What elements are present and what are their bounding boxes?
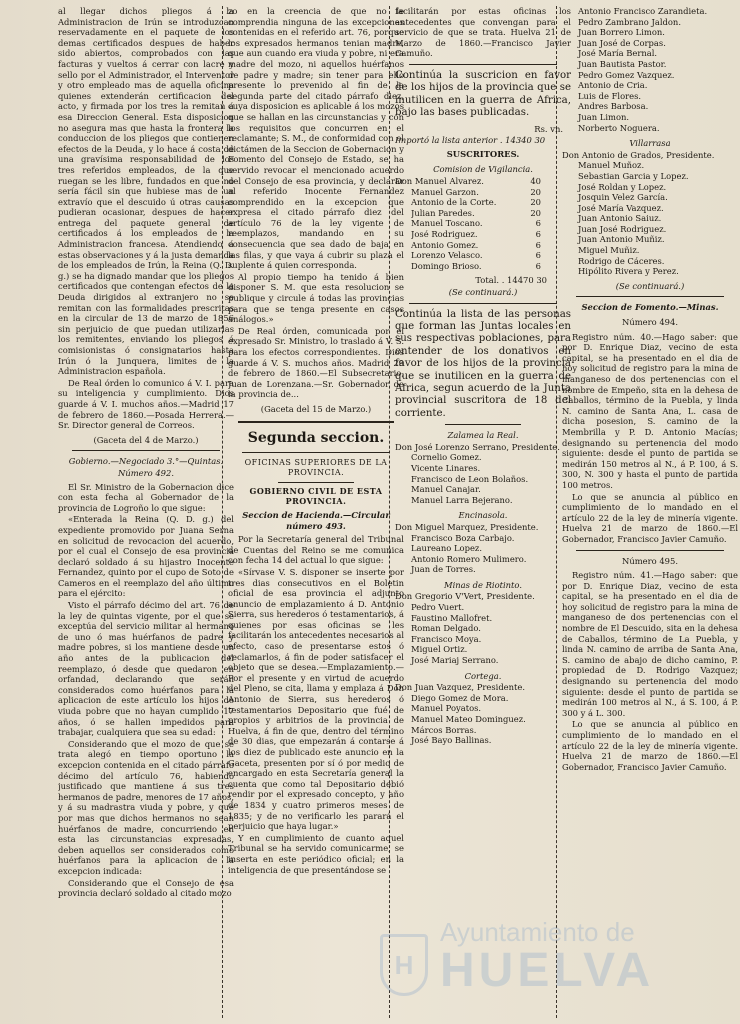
list-item: Juan de Torres. bbox=[411, 564, 476, 575]
paragraph: El Sr. Ministro de la Gobernacion dice con esta fecha al Gobernador de la provincia de Logroño lo que sigue: bbox=[58, 481, 234, 513]
donor-amount: 20 bbox=[530, 207, 541, 218]
list-item: Don Miguel Marquez, Presidente. bbox=[395, 521, 539, 532]
list-item: Miguel Ortiz. bbox=[411, 644, 468, 655]
name-list bbox=[395, 682, 571, 746]
donor-amount: 6 bbox=[535, 250, 541, 261]
gaceta-reference: (Gaceta del 4 de Marzo.) bbox=[93, 434, 199, 445]
list-item: José María Vazquez. bbox=[578, 202, 664, 213]
donor-amount: 20 bbox=[530, 186, 541, 197]
town-heading: Cortega. bbox=[464, 670, 502, 681]
donor-amount: 20 bbox=[530, 197, 541, 208]
donor-row bbox=[395, 187, 571, 198]
paragraph: Considerando que el Consejo de esa provincia declaró soldado al citado mozo bbox=[58, 877, 234, 899]
list-item: Luis de Flores. bbox=[578, 90, 642, 101]
donor-name: Don Manuel Alvarez. bbox=[395, 175, 484, 186]
list-item: Diego Gomez de Mora. bbox=[411, 692, 509, 703]
paragraph: Visto el párrafo décimo del art. 76 de la ley de quintas vigente, por el que se exceptúa del servicio militar al hermano de uno ó mas huérfanos de padre y madre pobres, si los mantiene desde un año antes de la publicacion del reemplazo, ó desde que quedaron en orfandad, declarando que serán considerados como huérfanos para la aplicacion de este artículo los hijos de viuda pobre que no hayan cumplido 17 años, ó se hallen impedidos para trabajar, cualquiera que sea su edad: bbox=[58, 600, 234, 738]
list-item: Juan Bautista Pastor. bbox=[578, 58, 667, 69]
column-4 bbox=[562, 6, 738, 1022]
list-item: Don Juan Vazquez, Presidente. bbox=[395, 682, 526, 693]
subscribers-heading: SUSCRITORES. bbox=[446, 148, 520, 159]
list-item: Juan Limon. bbox=[578, 111, 630, 122]
list-item: Francisco Moya. bbox=[411, 633, 482, 644]
watermark-line-2: HUELVA bbox=[440, 944, 655, 997]
section-heading: Gobierno.—Negociado 3.°—Quintas. bbox=[68, 456, 224, 467]
paragraph: De Real órden lo comunico á V. I. para su inteligencia y cumplimiento. Dios guarde á V. I. muchos años.—Madrid 17 de febrero de 1860.—Posada Herrera.—Sr. Director general de Correos. bbox=[58, 377, 234, 431]
donor-row bbox=[395, 176, 571, 187]
junta-notice: Continúa la lista de las personas que forman las Juntas locales en sus respectivas poblaciones, para entender de los donativos en favor de los hijos de la provincia que se inutilicen en la guerra de Africa, segun acuerdo de la Junta provincial suscritora de 18 del corriente. bbox=[395, 308, 571, 419]
divider bbox=[278, 482, 354, 483]
list-item: Hipólito Rivera y Perez. bbox=[578, 266, 679, 277]
donor-name: Antonio de la Corte. bbox=[411, 197, 497, 208]
donor-row bbox=[395, 240, 571, 251]
list-item: Sebastian Garcia y Lopez. bbox=[578, 170, 689, 181]
list-item: Roman Delgado. bbox=[411, 623, 481, 634]
paragraph: Al propio tiempo ha tenido á bien disponer S. M. que esta resolucion se publique y circule á todas las provincias para que se tenga presente en casos análogos.» bbox=[228, 271, 404, 325]
donor-row bbox=[395, 218, 571, 229]
list-item: Francisco Boza Carbajo. bbox=[411, 532, 515, 543]
divider bbox=[576, 550, 724, 551]
list-item: Faustino Mallofret. bbox=[411, 612, 493, 623]
name-list bbox=[395, 442, 571, 506]
column-1 bbox=[58, 6, 234, 1022]
paragraph: Registro núm. 40.—Hago saber: que por D. Enrique Diaz, vecino de esta capital, se ha presentado en el dia de hoy solicitud de registro para la mina de manganeso de dos pertenencias con el nombre de Empeño, sita en la dehesa de Caballos, término de la Puebla, y linda N. camino de Santa Ana, L. casa de dicha posesion, S. camino de la Membrilla y P. D. Antonio Macías; designando su pertenencia del modo siguiente: desde el punto de partida se medirán 150 metros al N., á P. 100, á S. 300, N. 300 y hasta el punto de partida 100 metros. bbox=[562, 331, 738, 490]
column-3 bbox=[395, 6, 571, 1022]
commission-heading: Comision de Vigilancia. bbox=[433, 164, 533, 175]
list-item: Don Antonio de Grados, Presidente. bbox=[562, 149, 715, 160]
list-item: Manuel Canajar. bbox=[411, 484, 481, 495]
list-item: Antonio Romero Mulimero. bbox=[411, 553, 527, 564]
list-item: Norberto Noguera. bbox=[578, 122, 660, 133]
list-item: Francisco de Leon Bolaños. bbox=[411, 473, 529, 484]
paragraph: facilitarán por estas oficinas los antecedentes que convengan para el servicio de que se trata. Huelva 21 de Marzo de 1860.—Francisco Javier Camuño. bbox=[395, 6, 571, 59]
list-item: Antonio Francisco Zarandieta. bbox=[578, 6, 708, 16]
donor-row bbox=[395, 250, 571, 261]
list-item: Juan Antonio Saiuz. bbox=[578, 213, 662, 224]
continued-note: (Se continuará.) bbox=[615, 280, 685, 291]
list-item: José Mariaj Serrano. bbox=[411, 655, 499, 666]
currency-label: Rs. vn. bbox=[534, 123, 563, 134]
list-item: Juan José Rodriguez. bbox=[578, 223, 667, 234]
divider bbox=[409, 303, 557, 304]
name-list bbox=[395, 591, 571, 665]
offices-heading: OFICINAS SUPERIORES DE LA PROVINCIA. bbox=[244, 457, 388, 478]
donor-name: Antonio Gomez. bbox=[411, 239, 479, 250]
name-list bbox=[562, 150, 738, 277]
paragraph: Y en cumplimiento de cuanto aquel Tribunal se ha servido comunicarme, se inserta en este periódico oficial; en la inteligencia de que presentándose se bbox=[228, 832, 404, 875]
paragraph: «Sírvase V. S. disponer se inserte por tres dias consecutivos en el Boletin oficial de esa provincia el adjunto anuncio de emplazamiento á D. Antonio Sierra, sus herederos ó testamentarios, á quienes por esas oficinas se les facilitarán los antecedentes necesarios al efecto, caso de presentarse estos ó reclamarlos, á fin de poder satisfacer el objeto que se desea.—Emplazamiento.—Por el presente y en virtud de acuerdo del Pleno, se cita, llama y emplaza á Don Antonio de Sierra, sus herederos ó testamentarios Depositario que fué de propios y arbitrios de la provincia de Huelva, á fin de que, dentro del término de 30 dias, que empezarán á contarse á los diez de publicado este anuncio en la Gaceta, presenten por sí ó por medio de encargado en esta Secretaría general la cuenta que como tal Depositario debió rendir por el expresado concepto, y año de 1834 y cuatro primeros meses de 1835; y de no verificarlo les parará el perjuicio que haya lugar.» bbox=[228, 566, 404, 832]
column-2 bbox=[228, 6, 404, 1022]
list-item: Rodrigo de Cáceres. bbox=[578, 255, 665, 266]
divider bbox=[72, 450, 220, 451]
donor-name: Manuel Toscano. bbox=[411, 218, 483, 229]
list-item: José Bayo Ballinas. bbox=[411, 735, 492, 746]
section-title: Segunda seccion. bbox=[247, 429, 385, 446]
previous-total: Importó la lista anterior . 14340 30 bbox=[395, 135, 546, 146]
list-item: Miguel Muñiz. bbox=[578, 245, 640, 256]
name-list bbox=[562, 6, 738, 133]
watermark-line-1: Ayuntamiento de bbox=[440, 917, 635, 947]
divider bbox=[409, 64, 557, 65]
watermark-shield-letter: H bbox=[394, 949, 414, 980]
paragraph: al llegar dichos pliegos á la Administracion de Irún se introduzcan reservadamente en el paquete de los demas certificados despues de haber sido abiertos, comprobados con las facturas y vueltos á cerrar con lacre y sello por el Administrador, el Interventor y otro empleado mas de aquella oficina quienes extenderán certificacion del acto, y firmada por los tres la remitan á esa Direccion General. Esta disposicion no asegura mas que hasta la frontera la conduccion de los pliegos que contienen efectos de la Deuda, y lo hace á costa de una gravísima responsabilidad de los tres referidos empleados, de la que ruegan se les libre, fundados en que no sería fácil sin que hubiese mas de un extravío que el descuido ú otras causas pudieran ocasionar, despues de hacer entrega del paquete general de certificados á los empleados de la Administracion francesa. Atendiendo á estas observaciones y á la justa demanda de los empleados de Irún, la Reina (Q. D. g.) se ha dignado mandar que los pliegos certificados que contengan efectos de la Deuda dirigidos al extranjero no se remitan con las formalidades prescritas en la circular de 13 de marzo de 1856 sin perjuicio de que puedan utilizarlas los remitentes, enviando los pliegos á comisionistas ó consignatarios hasta Irún ó la Junquera, limites de la Administracion española. bbox=[58, 6, 234, 377]
divider bbox=[576, 296, 724, 297]
list-item: Cornelio Gomez. bbox=[411, 452, 482, 463]
list-item: Manuel Poyatos. bbox=[411, 703, 482, 714]
government-heading: GOBIERNO CIVIL DE ESTA PROVINCIA. bbox=[249, 485, 383, 507]
donor-name: Domingo Brioso. bbox=[411, 260, 482, 271]
list-item: José Roldan y Lopez. bbox=[578, 181, 667, 192]
divider bbox=[445, 424, 521, 425]
list-item: Josquin Velez García. bbox=[578, 192, 668, 203]
paragraph: zo en la creencia de que no le comprendia ninguna de las excepciones contenidas en el referido art. 76, porque los expresados hermanos tenian madre, que aun cuando era viuda y pobre, ni era madre del mozo, ni aquellos huérfanos de padre y madre; sin tener para ello presente lo prevenido al fin de la segunda parte del citado párrafo diez, cuya disposicion es aplicable á los mozos que se hallan en las circunstancias y con los requisitos que concurren en el reclamante; S. M., de conformidad con el dictámen de la Seccion de Gobernacion y Fomento del Consejo de Estado, se ha servido revocar el mencionado acuerdo del Consejo de esa provincia, y declarar al referido Inocente Fernandez comprendido en la excepcion que expresa el citado párrafo diez del artículo 76 de la ley vigente de reemplazos, mandando en su consecuencia que sea dado de baja en las filas, y que vaya á cubrir su plaza el suplente á quien corresponda. bbox=[228, 6, 404, 271]
gaceta-reference: (Gaceta del 15 de Marzo.) bbox=[260, 403, 372, 414]
donor-amount: 40 bbox=[530, 175, 541, 186]
paragraph: De Real órden, comunicada por el expresado Sr. Ministro, lo traslado á V. S. para los efectos correspondientes. Dios guarde á V. S. muchos años. Madrid 29 de febrero de 1860.—El Subsecretario, Juan de Lorenzana.—Sr. Gobernador de la provincia de... bbox=[228, 325, 404, 400]
donor-name: José Rodriguez. bbox=[411, 228, 478, 239]
donor-row bbox=[395, 197, 571, 208]
article-number: Número 494. bbox=[622, 317, 678, 328]
list-item: José María Bernal. bbox=[578, 48, 658, 59]
donor-row bbox=[395, 229, 571, 240]
list-item: Laureano Lopez. bbox=[411, 543, 482, 554]
list-item: Pedro Gomez Vazquez. bbox=[578, 69, 675, 80]
list-item: Don Gregorio V'Vert, Presidente. bbox=[395, 591, 535, 602]
article-number: Número 495. bbox=[622, 555, 678, 566]
section-heading: Seccion de Fomento.—Minas. bbox=[581, 302, 719, 313]
list-item: Márcos Borras. bbox=[411, 724, 477, 735]
paragraph: Lo que se anuncia al público en cumplimiento de lo mandado en el artículo 22 de la ley de minería vigente. Huelva 21 de marzo de 1860.—El Gobernador, Francisco Javier Camuño. bbox=[562, 719, 738, 772]
name-list bbox=[395, 522, 571, 575]
article-number: Número 492. bbox=[118, 467, 174, 478]
list-item: Andres Barbosa. bbox=[578, 101, 649, 112]
paragraph: Considerando que el mozo de que se trata alegó en tiempo oportuno la excepcion contenida en el citado párrafo décimo del artículo 76, habiendo justificado que mantiene á sus tres hermanos de padre, menores de 17 años, y á su madrastra viuda y pobre, y que por mas que dichos hermanos no sean huérfanos de madre, concurriendo en esta las circunstancias expresadas, deben aquellos ser considerados como huérfanos para la aplicacion de la excepcion indicada: bbox=[58, 738, 234, 876]
divider bbox=[238, 421, 394, 423]
town-heading: Encinasola. bbox=[458, 510, 508, 521]
town-heading: Minas de Riotinto. bbox=[444, 579, 522, 590]
donor-row bbox=[395, 261, 571, 272]
paragraph: Por la Secretaría general del Tribunal de Cuentas del Reino se me comunica con fecha 14 del actual lo que sigue: bbox=[228, 534, 404, 566]
donor-name: Lorenzo Velasco. bbox=[411, 250, 483, 261]
divider bbox=[242, 452, 390, 453]
continued-note: (Se continuará.) bbox=[448, 286, 518, 297]
donor-amount: 6 bbox=[535, 218, 541, 229]
town-heading: Villarrasa bbox=[629, 138, 671, 149]
circular-heading: Seccion de Hacienda.—Circular número 493. bbox=[242, 509, 390, 531]
list-item: Juan José de Corpas. bbox=[578, 37, 666, 48]
list-item: Manuel Mateo Dominguez. bbox=[411, 714, 526, 724]
donor-amount: 6 bbox=[535, 239, 541, 250]
donor-list bbox=[395, 176, 571, 271]
donor-name: Julian Paredes. bbox=[411, 207, 475, 218]
donor-row bbox=[395, 208, 571, 219]
list-item: Antonio de Cria. bbox=[578, 80, 648, 91]
paragraph: Lo que se anuncia al público en cumplimiento de lo mandado en el artículo 22 de la ley de minería vigente. Huelva 21 de marzo de 1860.—El Gobernador, Francisco Javier Camuño. bbox=[562, 491, 738, 544]
list-item: Pedro Vuert. bbox=[411, 602, 465, 613]
list-item: Vicente Linares. bbox=[411, 462, 481, 473]
paragraph: Registro núm. 41.—Hago saber: que por D. Enrique Diaz, vecino de esta capital, se ha presentado en el dia de hoy solicitud de registro para la mina de manganeso de dos pertenencias con el nombre de El Descuido, sita en la dehesa de Caballos, término de La Puebla, y linda N. camino de arriba de Santa Ana, S. camino de abajo de dicho camino, P. propiedad de D. Rodrigo Vazquez; designando su pertenencia del modo siguiente: desde el punto de partida se medirán 100 metros al N., á S. 100, á P. 300 y á L. 300. bbox=[562, 570, 738, 718]
town-heading: Zalamea la Real. bbox=[447, 430, 519, 441]
total-line: Total. . 14470 30 bbox=[475, 275, 547, 286]
donor-amount: 6 bbox=[535, 260, 541, 271]
paragraph: «Enterada la Reina (Q. D. g.) del expediente promovido por Juana Serna en solicitud de revocacion del acuerdo, por el cual el Consejo de esa provincia declaró soldado á su hijastro Inocente Fernandez, quinto por el cupo de Soto de Cameros en el reemplazo del año último para el ejército: bbox=[58, 514, 234, 599]
list-item: Juan Borrero Limon. bbox=[578, 27, 665, 38]
list-item: Don José Lorenzo Serrano, Presidente. bbox=[395, 441, 560, 452]
subscription-notice: Continúa la suscricion en favor de los hijos de la provincia que se inutilicen en la guerra de Africa, bajo las bases publicadas. bbox=[395, 69, 571, 119]
list-item: Manuel Larra Bejerano. bbox=[411, 494, 513, 505]
list-item: Pedro Zambrano Jaldon. bbox=[578, 16, 681, 27]
list-item: Manuel Muñoz. bbox=[578, 160, 645, 171]
donor-name: Manuel Garzon. bbox=[411, 186, 479, 197]
list-item: Juan Antonio Muñiz. bbox=[578, 234, 665, 245]
donor-amount: 6 bbox=[535, 228, 541, 239]
